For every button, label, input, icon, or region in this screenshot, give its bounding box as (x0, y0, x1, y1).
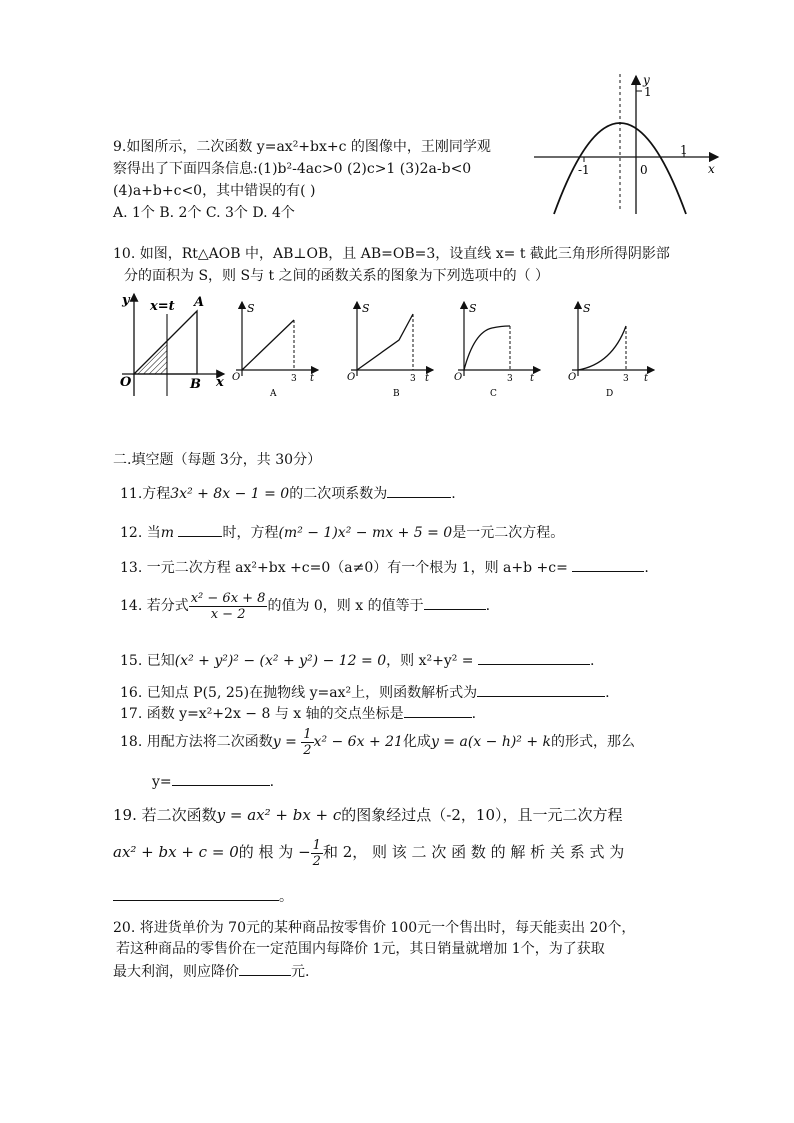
option-b-label: B (393, 389, 400, 399)
label-B: B (190, 377, 201, 392)
q19-frac-num: 1 (312, 837, 321, 853)
label-A: A (194, 295, 205, 310)
q14-answer-blank[interactable] (424, 595, 486, 610)
q11 (120, 483, 456, 503)
label-y: y (122, 293, 130, 308)
q14-end: . (485, 598, 491, 614)
q19-frac-den: 2 (312, 853, 321, 869)
q18-frac-den: 2 (303, 742, 312, 758)
q19-neg: − (298, 843, 311, 861)
axis-o-label: O (232, 372, 241, 383)
axis-s-label: S (247, 302, 255, 315)
axis-t-label: t (530, 373, 535, 384)
q20-answer-blank[interactable] (239, 961, 291, 976)
q15-suffix: ，则 x²+y² = (386, 653, 474, 669)
q20-end: 元. (291, 964, 310, 980)
q18-fraction (301, 727, 313, 758)
q18 (120, 724, 635, 760)
axis-3-label: 3 (623, 374, 629, 384)
q9-label-y: y (643, 73, 650, 87)
option-d-label: D (606, 389, 614, 399)
q14-numerator: x² − 6x + 8 (190, 590, 266, 606)
q9-line2: 察得出了下面四条信息:(1)b²-4ac>0 (2)c>1 (3)2a-b<0 (113, 161, 472, 177)
q11-suffix: 的二次项系数为 (289, 486, 388, 502)
axis-3-label: 3 (507, 374, 513, 384)
q19-end: 。 (279, 889, 293, 905)
option-a-label: A (270, 389, 277, 399)
option-graph-d (566, 298, 656, 402)
q19-function: y = ax² + bx + c (216, 806, 342, 824)
axis-s-label: S (469, 302, 477, 315)
q11-answer-blank[interactable] (387, 483, 451, 498)
axis-s-label: S (362, 302, 370, 315)
q9-line1: 9.如图所示，二次函数 y=ax²+bx+c 的图像中，王刚同学观 (113, 139, 491, 155)
q19-line3 (113, 886, 293, 906)
axis-t-label: t (310, 373, 315, 384)
q18-end: . (269, 774, 275, 790)
q16-end: . (605, 685, 610, 701)
q19-mid3: 和 2， 则 该 二 次 函 数 的 解 析 关 系 式 为 (322, 843, 625, 861)
q14-prefix: 14. 若分式 (120, 598, 189, 614)
axis-o-label: O (347, 372, 356, 383)
q12-mid: 时，方程 (222, 525, 279, 541)
q18-suffix: 的形式，那么 (551, 734, 636, 750)
q14 (120, 588, 490, 624)
q19-answer-blank[interactable] (113, 886, 279, 901)
q9-label-1x: 1 (680, 143, 688, 157)
q18-frac-num: 1 (303, 726, 312, 742)
label-line: x=t (150, 299, 175, 314)
q16 (120, 682, 610, 702)
q18-prefix: 18. 用配方法将二次函数 (120, 734, 273, 750)
q12-prefix: 12. 当 (120, 525, 161, 541)
q17-text: 17. 函数 y=x²+2x − 8 与 x 轴的交点坐标是 (120, 706, 404, 722)
axis-3-label: 3 (291, 374, 297, 384)
q9-options: A. 1个 B. 2个 C. 3个 D. 4个 (113, 205, 295, 221)
q18-mid: 化成 (402, 734, 431, 750)
q15 (120, 650, 594, 670)
q15-prefix: 15. 已知 (120, 653, 175, 669)
q10-triangle-figure (112, 292, 230, 398)
axis-s-label: S (583, 302, 591, 315)
q19-prefix: 19. 若二次函数 (113, 806, 217, 824)
axis-t-label: t (644, 373, 649, 384)
option-graph-a (230, 298, 320, 402)
label-x: x (216, 375, 224, 390)
q20-line3-text: 最大利润，则应降价 (113, 964, 239, 980)
q9-label-neg1: -1 (578, 163, 590, 177)
q12-equation: (m² − 1)x² − mx + 5 = 0 (278, 525, 453, 541)
q19-line2 (113, 833, 624, 871)
label-O: O (120, 375, 132, 390)
q14-suffix: 的值为 0，则 x 的值等于 (267, 598, 424, 614)
q9-label-1y: 1 (644, 85, 652, 99)
q19-mid2: 的 根 为 (238, 843, 294, 861)
q18-line2 (152, 771, 274, 791)
q17-answer-blank[interactable] (404, 703, 472, 718)
q19-mid: 的图象经过点（-2，10），且一元二次方程 (341, 806, 623, 824)
q14-denominator: x − 2 (210, 606, 246, 622)
q12-answer-blank[interactable] (178, 522, 222, 537)
q19-fraction (311, 838, 323, 869)
q18-form: y = a(x − h)² + k (430, 734, 552, 750)
q18-y-label: y= (152, 774, 172, 790)
q13-answer-blank[interactable] (572, 557, 644, 572)
q9-label-x: x (708, 162, 715, 176)
q15-equation: (x² + y²)² − (x² + y²) − 12 = 0 (174, 653, 387, 669)
q16-answer-blank[interactable] (477, 682, 605, 697)
q20-line1: 20. 将进货单价为 70元的某种商品按零售价 100元一个售出时，每天能卖出 20个， (113, 920, 636, 936)
option-graph-c (452, 298, 542, 402)
q17 (120, 703, 476, 723)
q17-end: . (471, 706, 477, 722)
q10-line2: 分的面积为 S，则 S与 t 之间的函数关系的图象为下列选项中的（ ） (124, 268, 550, 284)
q13-text: 13. 一元二次方程 ax²+bx +c=0（a≠0）有一个根为 1，则 a+b +c= (120, 560, 568, 576)
q20-line3 (113, 961, 309, 981)
axis-o-label: O (454, 372, 463, 383)
q9-line3: (4)a+b+c<0，其中错误的有( ) (113, 183, 316, 199)
axis-t-label: t (425, 373, 430, 384)
q18-answer-blank[interactable] (172, 771, 270, 786)
q12 (120, 522, 564, 542)
option-graph-b (345, 298, 435, 402)
q12-suffix: 是一元二次方程。 (452, 525, 565, 541)
q18-lhs: y = (272, 734, 297, 750)
q15-answer-blank[interactable] (478, 650, 590, 665)
q15-end: . (589, 653, 595, 669)
q9-parabola-graph (530, 72, 730, 217)
q10-line1: 10. 如图，Rt△AOB 中，AB⊥OB，且 AB=OB=3，设直线 x= t 截此三角形所得阴影部 (113, 246, 670, 262)
option-c-label: C (490, 389, 497, 399)
q12-var: m (160, 525, 174, 541)
q11-prefix: 11.方程 (120, 486, 171, 502)
axis-3-label: 3 (410, 374, 416, 384)
q20-line2: 若这种商品的零售价在一定范围内每降价 1元，其日销量就增加 1个，为了获取 (116, 941, 605, 957)
axis-o-label: O (568, 372, 577, 383)
q11-end: . (451, 486, 456, 502)
q13-end: . (644, 560, 649, 576)
q19-equation: ax² + bx + c = 0 (113, 843, 239, 861)
q13 (120, 557, 649, 577)
q18-rest: x² − 6x + 21 (313, 734, 403, 750)
q11-equation: 3x² + 8x − 1 = 0 (170, 486, 290, 502)
q9-label-origin: 0 (640, 163, 648, 177)
q16-text: 16. 已知点 P(5, 25)在抛物线 y=ax²上，则函数解析式为 (120, 685, 478, 701)
q19-line1 (113, 806, 623, 824)
section-2-heading: 二.填空题（每题 3分，共 30分） (113, 452, 322, 468)
q14-fraction (189, 591, 268, 622)
